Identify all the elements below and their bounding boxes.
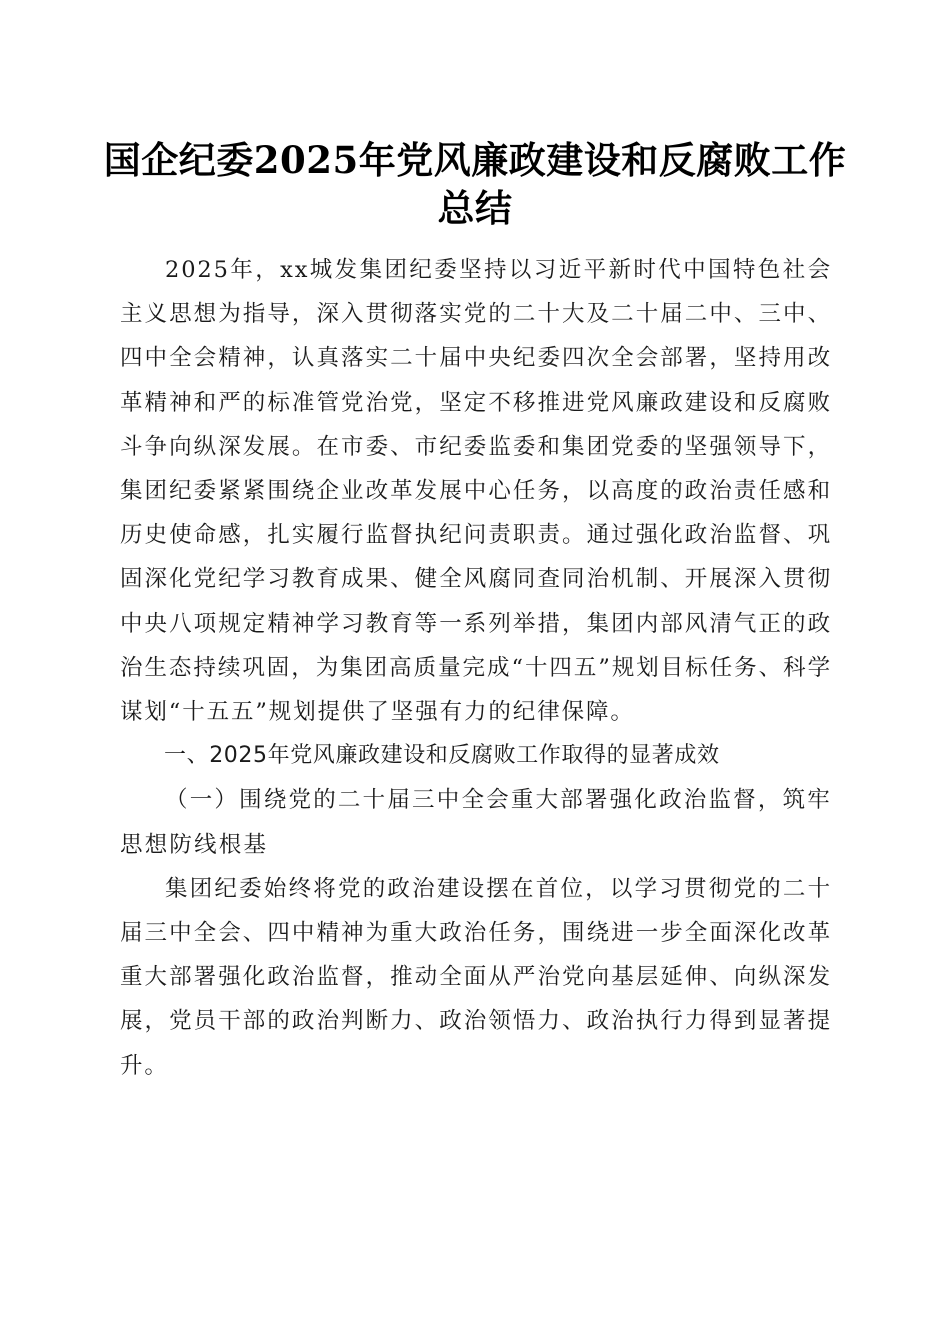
intro-paragraph: 2025年，xx城发集团纪委坚持以习近平新时代中国特色社会主义思想为指导，深入贯彻落实党的二十大及二十届二中、三中、四中全会精神，认真落实二十届中央纪委四次全会部署，坚持用改革精神和严的标准管党治党，坚定不移推进党风廉政建设和反腐败斗争向纵深发展。在市委、市纪委监委和集团党委的坚强领导下，集团纪委紧紧围绕企业改革发展中心任务，以高度的政治责任感和历史使命感，扎实履行监督执纪问责职责。通过强化政治监督、巩固深化党纪学习教育成果、健全风腐同查同治机制、开展深入贯彻中央八项规定精神学习教育等一系列举措，集团内部风清气正的政治生态持续巩固，为集团高质量完成“十四五”规划目标任务、科学谋划“十五五”规划提供了坚强有力的纪律保障。 [120, 257, 832, 726]
document-body [120, 248, 832, 1088]
document-title-line-1: 国企纪委2025年党风廉政建设和反腐败工作 [103, 138, 847, 182]
section-heading-1: 一、2025年党风廉政建设和反腐败工作取得的显著成效 [164, 743, 720, 769]
subsection-paragraph-1: 集团纪委始终将党的政治建设摆在首位，以学习贯彻党的二十届三中全会、四中精神为重大政治任务，围绕进一步全面深化改革重大部署强化政治监督，推动全面从严治党向基层延伸、向纵深发展，党员干部的政治判断力、政治领悟力、政治执行力得到显著提升。 [120, 875, 832, 1079]
subsection-heading-1: （一）围绕党的二十届三中全会重大部署强化政治监督，筑牢思想防线根基 [120, 787, 832, 858]
document-title-line-2: 总结 [437, 186, 513, 230]
